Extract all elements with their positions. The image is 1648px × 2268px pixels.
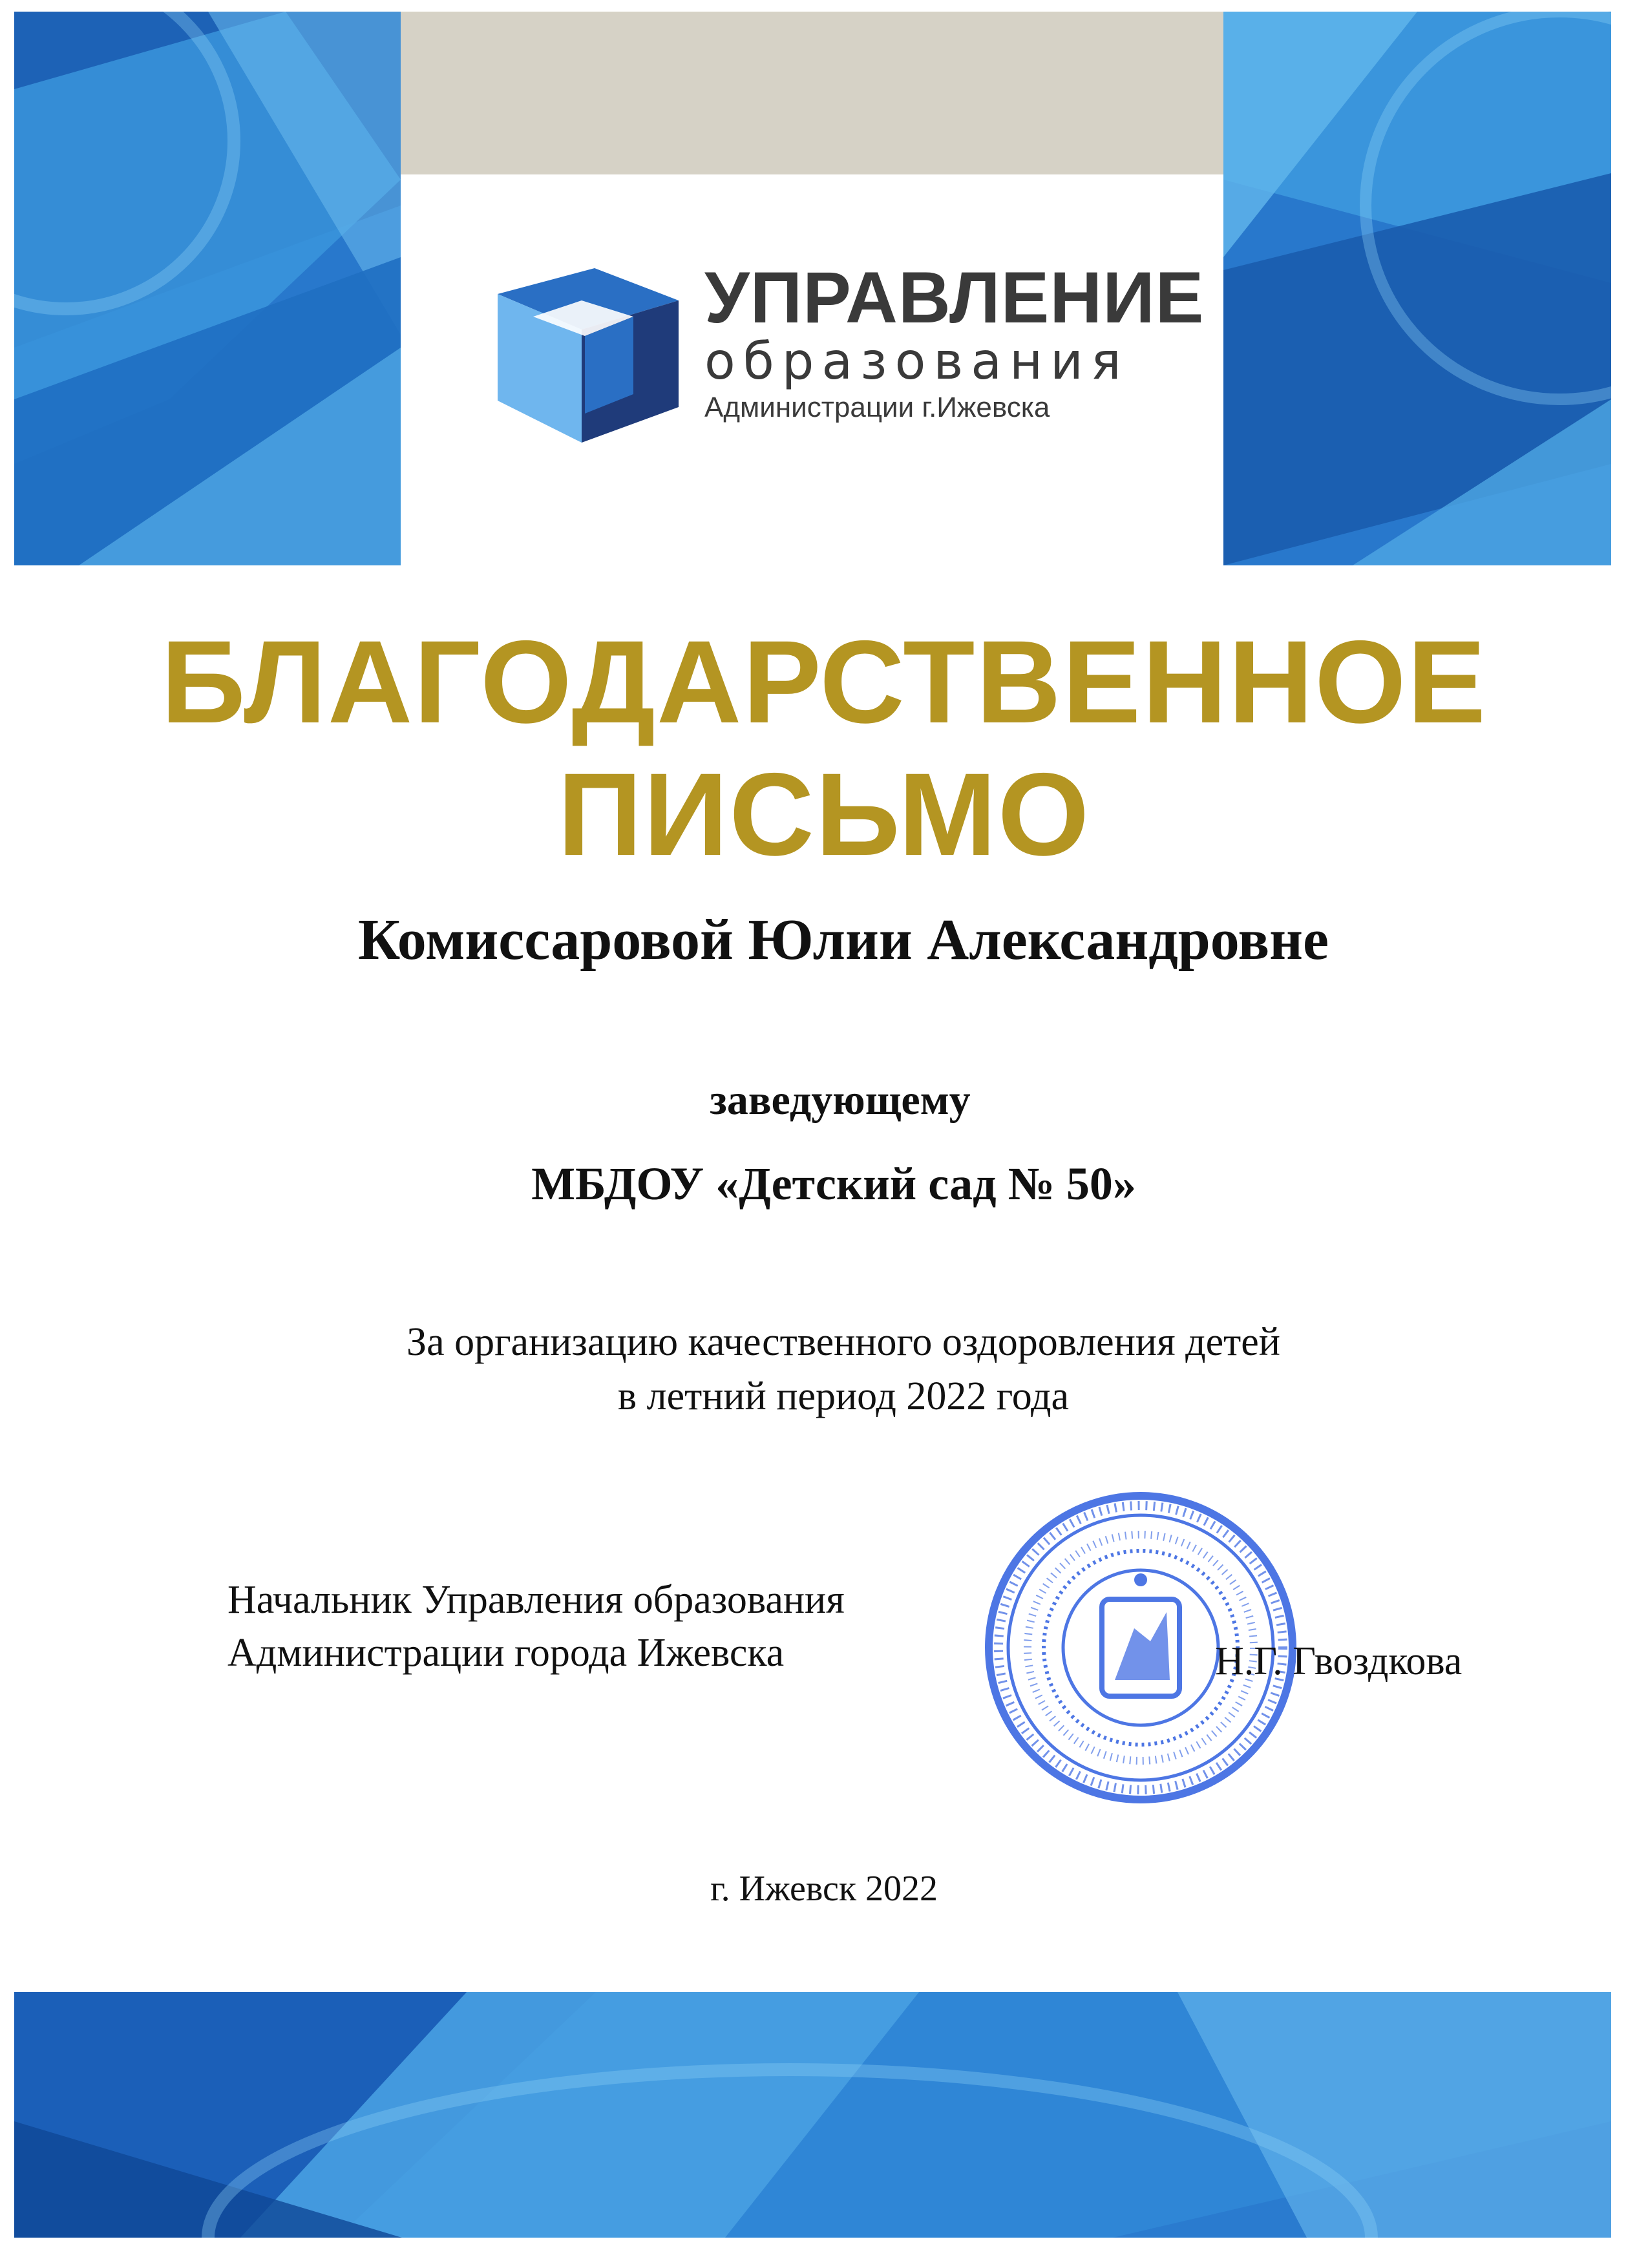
logo-wordmark <box>704 257 1205 426</box>
signer-title-line1: Начальник Управления образования <box>227 1578 845 1622</box>
award-reason-line1: За организацию качественного оздоровления детей <box>407 1320 1280 1364</box>
letter-title-line2: ПИСЬМО <box>557 748 1091 880</box>
logo-administration: Администрации г.Ижевска <box>704 392 1050 423</box>
signer-title <box>227 1573 845 1679</box>
signer-name: Н.Г. Гвоздкова <box>1215 1639 1463 1683</box>
recipient-name: Комиссаровой Юлии Александровне <box>358 908 1329 972</box>
logo-subtitle: образования <box>704 333 1129 391</box>
city-year: г. Ижевск 2022 <box>710 1869 938 1909</box>
cube-logo-icon <box>472 255 692 449</box>
signer-title-line2: Администрации города Ижевска <box>227 1631 785 1675</box>
decor-panel-bottom <box>14 1992 1611 2238</box>
award-reason <box>0 1315 1648 1423</box>
recipient-organization: МБДОУ «Детский сад № 50» <box>531 1158 1136 1210</box>
decor-panel-right <box>1223 12 1611 565</box>
header-band <box>401 12 1223 174</box>
recipient-position: заведующему <box>710 1076 971 1124</box>
award-reason-line2: в летний период 2022 года <box>617 1374 1070 1418</box>
decor-panel-left <box>14 12 401 565</box>
logo-title: УПРАВЛЕНИЕ <box>704 257 1205 338</box>
letter-title-line1: БЛАГОДАРСТВЕННОЕ <box>160 616 1488 748</box>
